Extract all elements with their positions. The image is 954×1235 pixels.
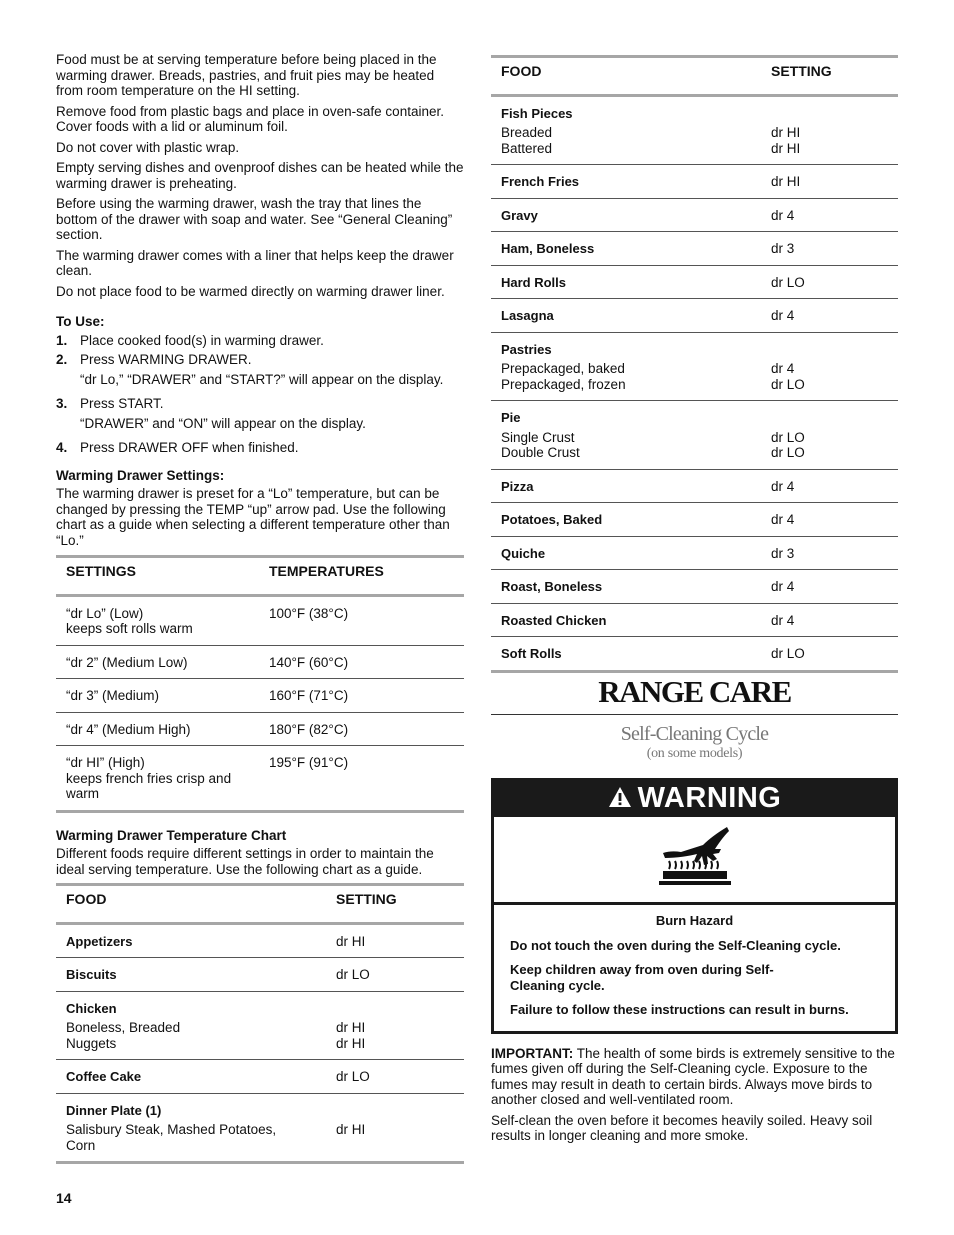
setting-col-header: SETTING	[326, 885, 464, 924]
food-subitem: Nuggets	[66, 1035, 117, 1051]
warning-label: WARNING	[637, 782, 782, 815]
step-item	[56, 396, 464, 412]
step-text: Press WARMING DRAWER.	[80, 352, 252, 367]
table-row	[491, 232, 898, 266]
food-setting: dr LO	[771, 646, 805, 661]
table-row	[56, 712, 464, 746]
table-row	[491, 503, 898, 537]
food-name: Appetizers	[66, 933, 133, 949]
food-col-header: FOOD	[56, 885, 326, 924]
hot-surface-hand-icon	[655, 825, 735, 895]
table-row	[56, 746, 464, 812]
left-column	[56, 52, 464, 1164]
food-setting: dr HI	[771, 140, 801, 156]
warning-line: Failure to follow these instructions can result in burns.	[510, 1002, 849, 1017]
table-row	[56, 1060, 464, 1094]
food-table-right	[491, 55, 898, 673]
food-subitem: Prepackaged, frozen	[501, 376, 626, 392]
food-name: Biscuits	[66, 967, 117, 982]
temp-chart-heading: Warming Drawer Temperature Chart	[56, 827, 287, 843]
food-name: Coffee Cake	[66, 1069, 142, 1084]
self-cleaning-title: Self-Cleaning Cycle	[620, 723, 769, 745]
food-setting: dr LO	[326, 958, 464, 992]
food-name: Soft Rolls	[501, 646, 562, 661]
settings-text: The warming drawer is preset for a “Lo” temperature, but can be changed by pressing the TEMP “up” arrow pad. Use the following chart as a guide when selecting a different temperature other than “Lo.”	[56, 486, 450, 548]
food-col-header: FOOD	[491, 57, 761, 96]
food-setting: dr LO	[761, 265, 898, 299]
warning-line: Keep children away from oven during Self-Cleaning cycle.	[510, 962, 774, 993]
step-item	[56, 333, 464, 349]
intro-paragraph: Empty serving dishes and ovenproof dishes can be heated while the warming drawer is preheating.	[56, 160, 464, 191]
setting-desc: keeps soft rolls warm	[66, 621, 193, 636]
food-setting: dr LO	[771, 445, 805, 460]
food-setting: dr 4	[761, 198, 898, 232]
food-name: French Fries	[501, 174, 580, 189]
setting-name: “dr 4” (Medium High)	[56, 712, 259, 746]
food-setting: dr HI	[761, 165, 898, 199]
warning-triangle-icon	[608, 786, 632, 812]
warning-body	[494, 905, 895, 1031]
food-subitem: Battered	[501, 140, 553, 156]
food-name: Lasagna	[501, 308, 554, 323]
intro-paragraph: Do not cover with plastic wrap.	[56, 139, 240, 155]
table-row	[491, 570, 898, 604]
food-name: Pizza	[501, 478, 534, 494]
step-text: Press DRAWER OFF when finished.	[80, 440, 299, 455]
step-item	[56, 352, 464, 368]
food-table-body	[491, 95, 898, 671]
food-setting: dr 3	[761, 536, 898, 570]
step-note: “DRAWER” and “ON” will appear on the display.	[80, 415, 366, 431]
temperature-value: 195°F (91°C)	[269, 755, 349, 770]
food-subitem: Salisbury Steak, Mashed Potatoes, Corn	[66, 1122, 277, 1153]
setting-desc: keeps french fries crisp and warm	[66, 770, 232, 801]
step-note: “dr Lo,” “DRAWER” and “START?” will appear on the display.	[80, 371, 444, 387]
table-row	[56, 679, 464, 713]
hazard-title: Burn Hazard	[655, 913, 734, 928]
food-subitem: Single Crust	[501, 429, 575, 445]
warning-box	[491, 778, 898, 1034]
settings-heading: Warming Drawer Settings:	[56, 467, 225, 483]
food-subitem: Double Crust	[501, 445, 580, 460]
food-setting: dr 4	[761, 603, 898, 637]
table-row	[491, 299, 898, 333]
table-row	[491, 603, 898, 637]
intro-paragraph: The warming drawer comes with a liner that helps keep the drawer clean.	[56, 247, 454, 278]
to-use-steps	[56, 333, 464, 456]
food-setting: dr HI	[336, 1020, 366, 1035]
food-subitem: Boneless, Breaded	[66, 1020, 181, 1035]
temp-chart-text: Different foods require different settings in order to maintain the ideal serving temperature. Use the following chart as a guide.	[56, 846, 434, 877]
temperature-value: 180°F (82°C)	[259, 712, 464, 746]
intro-paragraph: Food must be at serving temperature before being placed in the warming drawer. Breads, pastries, and fruit pies may be heated from room temperature on the HI setting.	[56, 52, 437, 98]
setting-name: “dr 2” (Medium Low)	[56, 645, 259, 679]
food-name: Chicken	[66, 1000, 117, 1016]
food-setting: dr HI	[336, 1035, 366, 1051]
setting-name: “dr HI” (High)	[66, 755, 145, 770]
food-subitem: Breaded	[501, 125, 553, 140]
food-name: Gravy	[501, 207, 538, 223]
step-number: 4.	[56, 440, 68, 455]
food-name: Dinner Plate (1)	[66, 1102, 162, 1118]
important-label: IMPORTANT:	[491, 1045, 574, 1061]
range-care-title: RANGE CARE	[598, 673, 791, 709]
self-cleaning-subtitle: (on some models)	[646, 745, 743, 761]
intro-paragraph: Remove food from plastic bags and place in oven-safe container. Cover foods with a lid or aluminum foil.	[56, 103, 444, 134]
food-setting: dr 4	[761, 469, 898, 503]
table-row	[56, 923, 464, 958]
food-setting: dr HI	[336, 1122, 366, 1137]
warning-line: Do not touch the oven during the Self-Cleaning cycle.	[510, 937, 841, 953]
food-setting: dr 4	[761, 299, 898, 333]
setting-name: “dr Lo” (Low)	[66, 605, 144, 621]
food-name: Fish Pieces	[501, 105, 573, 121]
food-setting: dr 3	[761, 232, 898, 266]
food-setting: dr 4	[771, 361, 795, 376]
temperature-value: 160°F (71°C)	[259, 679, 464, 713]
table-row	[491, 469, 898, 503]
important-paragraph	[491, 1046, 898, 1108]
final-paragraph: Self-clean the oven before it becomes heavily soiled. Heavy soil results in longer cleaning and more smoke.	[491, 1112, 873, 1143]
food-name: Ham, Boneless	[501, 241, 595, 256]
food-name: Pie	[501, 410, 521, 425]
step-text: Press START.	[80, 396, 164, 411]
setting-col-header: SETTING	[761, 57, 898, 96]
table-row	[56, 1093, 464, 1163]
table-row	[491, 95, 898, 165]
food-setting: dr HI	[326, 923, 464, 958]
settings-table	[56, 555, 464, 813]
food-subitem: Prepackaged, baked	[501, 361, 625, 376]
temperatures-col-header: TEMPERATURES	[259, 557, 464, 596]
temperature-value: 140°F (60°C)	[259, 645, 464, 679]
food-setting: dr LO	[771, 429, 805, 445]
food-name: Roasted Chicken	[501, 612, 607, 628]
food-setting: dr 4	[761, 503, 898, 537]
food-setting: dr 4	[761, 570, 898, 604]
intro-paragraph: Do not place food to be warmed directly on warming drawer liner.	[56, 283, 445, 299]
food-name: Pastries	[501, 341, 552, 357]
table-row	[491, 401, 898, 470]
setting-name: “dr 3” (Medium)	[56, 679, 259, 713]
warning-header	[494, 781, 895, 817]
food-setting: dr LO	[326, 1060, 464, 1094]
table-row	[491, 332, 898, 401]
to-use-heading: To Use:	[56, 314, 105, 329]
table-row	[56, 645, 464, 679]
table-row	[56, 595, 464, 645]
food-name: Hard Rolls	[501, 274, 567, 290]
food-name: Roast, Boneless	[501, 579, 603, 594]
food-setting: dr LO	[771, 376, 805, 392]
page-number: 14	[56, 1190, 72, 1206]
intro-paragraphs	[56, 52, 464, 299]
step-number: 3.	[56, 396, 68, 411]
table-row	[56, 991, 464, 1060]
temperature-value: 100°F (38°C)	[259, 595, 464, 645]
table-row	[491, 637, 898, 672]
section-divider	[491, 714, 898, 715]
step-item	[56, 440, 464, 456]
table-row	[56, 958, 464, 992]
settings-col-header: SETTINGS	[56, 557, 259, 596]
food-setting: dr HI	[771, 125, 801, 140]
step-number: 1.	[56, 332, 68, 348]
important-text: The health of some birds is extremely sensitive to the fumes given off during the Self-Cleaning cycle. Exposure to the fumes may result in death to certain birds. Always move birds to another closed and well-ventilated room.	[491, 1045, 895, 1107]
table-row	[491, 165, 898, 199]
table-row	[491, 198, 898, 232]
step-number: 2.	[56, 352, 68, 367]
food-name: Quiche	[501, 545, 546, 561]
right-column	[491, 55, 898, 1149]
table-row	[491, 536, 898, 570]
warning-pictogram	[494, 817, 895, 905]
food-name: Potatoes, Baked	[501, 512, 603, 527]
intro-paragraph: Before using the warming drawer, wash the tray that lines the bottom of the drawer with soap and water. See “General Cleaning” section.	[56, 196, 453, 242]
food-table-left	[56, 883, 464, 1164]
step-text: Place cooked food(s) in warming drawer.	[80, 332, 324, 348]
table-row	[491, 265, 898, 299]
